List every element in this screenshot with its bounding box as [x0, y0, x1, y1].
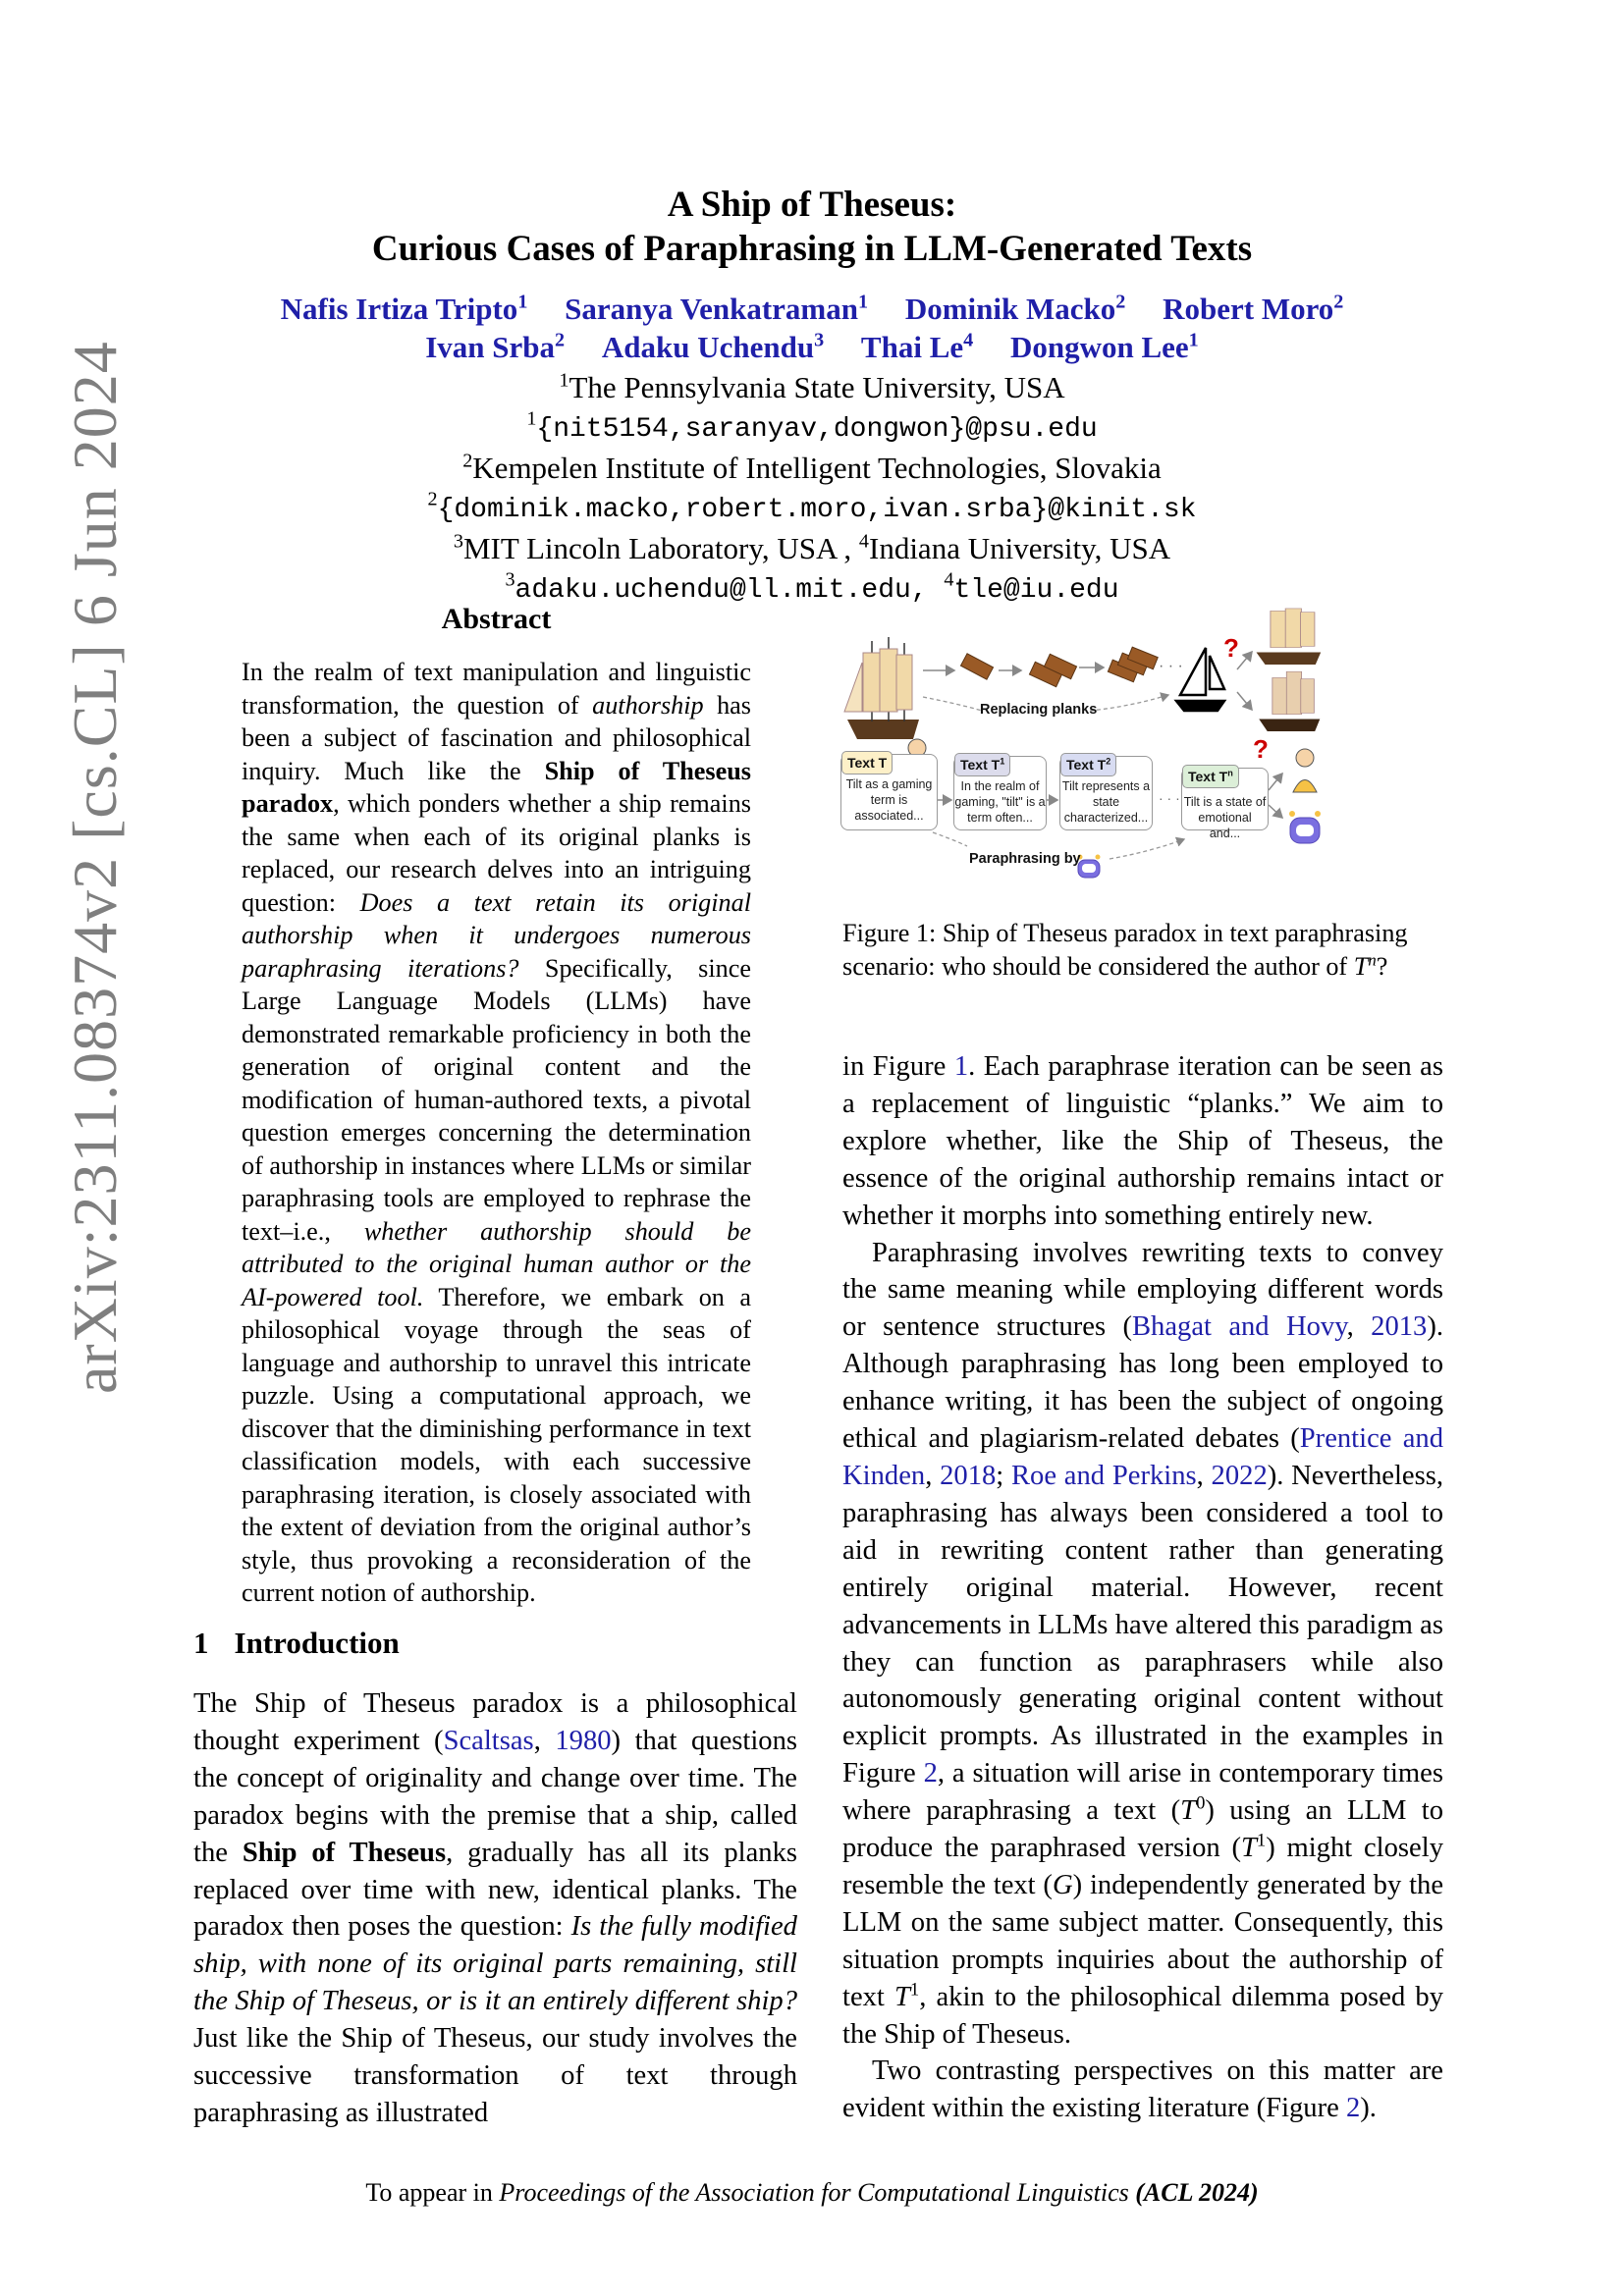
figure-1-caption: Figure 1: Ship of Theseus paradox in text paraphrasing scenario: who should be considered the author of $T^n$? — [842, 919, 1408, 981]
section-number: 1 — [193, 1626, 209, 1660]
text-run: Two contrasting perspectives on this matter are evident within the existing literature (Figure — [842, 2056, 1443, 2124]
figure-illustration — [835, 589, 1453, 893]
paper-title — [0, 183, 1624, 271]
citation-link[interactable]: 2022 — [1211, 1460, 1268, 1491]
abstract-text — [242, 656, 751, 1610]
citation-link[interactable]: 1 — [953, 1051, 969, 1082]
text-box-label: Text T — [841, 751, 893, 774]
text-run: In the realm of text manipulation and linguistic transformation, the question of — [242, 658, 751, 720]
section-title: Introduction — [234, 1626, 400, 1660]
original-ship-icon — [844, 637, 919, 739]
text-run: , which ponders whether a ship remains the same when each of its original planks is replaced, our research delves into an intriguing question: — [242, 789, 751, 917]
plank-icon — [960, 647, 1158, 686]
text-run: , — [1346, 1311, 1372, 1343]
email-2: $^2${dominik.macko,robert.moro,ivan.srba}@kinit.sk — [427, 488, 1197, 525]
arxiv-identifier-stamp: arXiv:2311.08374v2 [cs.CL] 6 Jun 2024 — [60, 341, 130, 1394]
affiliation-3-4: $^3$MIT Lincoln Laboratory, USA , $^4$Indiana University, USA — [453, 530, 1171, 565]
intro-paragraph-1 — [193, 1685, 797, 2132]
svg-text:· · ·: · · · — [1159, 790, 1180, 806]
ship-outcome-1-icon — [1257, 609, 1322, 665]
paraphrasing-by-label: Paraphrasing by — [969, 851, 1081, 867]
text-run: 0 — [1196, 1792, 1206, 1814]
text-box-paraphrase-1: Text $T^1$ In the realm of gaming, "tilt" is a term often... — [953, 756, 1047, 830]
citation-link[interactable]: Prentice and Kinden — [842, 1423, 1443, 1491]
author: Adaku Uchendu$^3$ — [601, 329, 825, 364]
citation-link[interactable]: Bhagat and Hovy — [1131, 1311, 1347, 1343]
text-run: T — [1180, 1795, 1197, 1827]
text-run: 1 — [1256, 1830, 1267, 1851]
author: Dongwon Lee$^1$ — [1009, 329, 1199, 364]
affiliation-2: $^2$Kempelen Institute of Intelligent Technologies, Slovakia — [462, 450, 1162, 485]
citation-link[interactable]: 2013 — [1371, 1311, 1428, 1343]
abstract-heading: Abstract — [441, 603, 552, 635]
text-run: ). Although paraphrasing has long been employed to enhance writing, it has been the subject of ongoing ethical and plagiarism-related debates ( — [842, 1311, 1443, 1455]
author: Thai Le$^4$ — [860, 329, 974, 364]
text-run: Specifically, since Large Language Models (LLMs) have demonstrated remarkable proficiency in both the generation of original content and the modification of human-authored texts, a pivotal question emerges concerning the determination of authorship in instances where LLMs or similar paraphrasing tools are employed to rephrase the text–i.e., — [242, 953, 751, 1246]
text-run: , — [925, 1460, 941, 1491]
text-run: ; — [996, 1460, 1011, 1491]
citation-link[interactable]: Roe and Perkins — [1010, 1460, 1197, 1491]
text-run: Just like the Ship of Theseus, our study involves the successive transformation of text through paraphrasing as illustrated — [193, 2023, 797, 2128]
replacing-planks-label: Replacing planks — [980, 702, 1098, 718]
author: Saranya Venkatraman$^1$ — [565, 291, 869, 326]
text-run: Ship of Theseus paradox — [242, 756, 751, 818]
author: Nafis Irtiza Tripto$^1$ — [280, 291, 528, 326]
author-list — [0, 290, 1624, 366]
citation-link[interactable]: 2018 — [940, 1460, 997, 1491]
section-heading-introduction — [193, 1626, 797, 1661]
text-run: Does a text retain its original authorship when it undergoes numerous paraphrasing iterations? — [242, 887, 751, 983]
question-mark-icon: ? — [1223, 633, 1239, 663]
text-run: 1 — [909, 1979, 920, 2001]
robot-ai-icon — [1289, 811, 1321, 843]
text-run: T — [1240, 1833, 1257, 1864]
author: Ivan Srba$^2$ — [425, 329, 566, 364]
human-author-icon — [1293, 749, 1317, 792]
text-run: . Each paraphrase iteration can be seen as a replacement of linguistic “planks.” We aim to explore whether, like the Ship of Theseus, the essence of the original authorship remains intact or whether it morphs into something entirely new. — [842, 1051, 1443, 1231]
email-3-4: $^3$adaku.uchendu@ll.mit.edu, $^4$tle@iu.edu — [505, 568, 1119, 606]
text-box-paraphrase-2: Text $T^2$ Tilt represents a state characterized... — [1059, 756, 1153, 830]
question-mark-icon: ? — [1253, 734, 1269, 764]
text-box-paraphrase-n: Text $T^n$ Tilt is a state of emotional and... — [1181, 768, 1269, 830]
text-run: , akin to the philosophical dilemma posed by the Ship of Theseus. — [842, 1981, 1443, 2050]
figure-1 — [835, 589, 1453, 893]
text-run: ) using an LLM to produce the paraphrased version ( — [842, 1795, 1443, 1864]
text-box-original: Text T Tilt as a gaming term is associated... — [840, 754, 938, 830]
sailboat-icon — [1176, 648, 1224, 711]
text-run: ) might closely resemble the text ( — [842, 1833, 1443, 1900]
text-run: ) that questions the concept of originality and change over time. The paradox begins with the premise that a ship, called the — [193, 1725, 798, 1868]
citation-link[interactable]: Scaltsas — [443, 1725, 534, 1756]
citation-link[interactable]: 2 — [923, 1758, 938, 1789]
text-run: ). Nevertheless, paraphrasing has always been considered a tool to aid in rewriting content rather than generating entirely original material. However, recent advancements in LLMs have altered this paradigm as they can function as paraphrasers while also autonomously generating original content without explicit prompts. As illustrated in the examples in Figure — [842, 1460, 1443, 1789]
venue-footer: To appear in Proceedings of the Association for Computational Linguistics (ACL 2024) — [365, 2178, 1259, 2207]
text-box-label: Text $T^1$ — [954, 753, 1010, 776]
text-run: Is the fully modified ship, with none of its original parts remaining, still the Ship of Theseus, or is it an entirely different ship? — [193, 1911, 797, 2017]
email-1: $^1${nit5154,saranyav,dongwon}@psu.edu — [526, 407, 1098, 445]
text-run: , — [1196, 1460, 1212, 1491]
text-box-label: Text $T^n$ — [1182, 765, 1239, 788]
text-run: authorship — [592, 690, 704, 720]
author-row-2 — [0, 328, 1624, 366]
text-run: ). — [1360, 2093, 1377, 2124]
text-run: T — [894, 1981, 910, 2012]
svg-text:· · ·: · · · — [1159, 658, 1183, 674]
citation-link[interactable]: 2 — [1345, 2093, 1361, 2124]
ship-outcome-2-icon — [1259, 671, 1320, 731]
affiliation-1: $^1$The Pennsylvania State University, USA — [559, 369, 1065, 404]
text-run: , — [533, 1725, 556, 1756]
text-run: has been a subject of fascination and philosophical inquiry. Much like the — [242, 690, 751, 785]
text-run: Paraphrasing involves rewriting texts to convey the same meaning while employing different words or sentence structures ( — [842, 1237, 1443, 1343]
text-run: ) independently generated by the LLM on the same subject matter. Consequently, this situation prompts inquiries about the authorship of text — [842, 1869, 1444, 2012]
text-run: Therefore, we embark on a philosophical voyage through the seas of language and authorship to unravel this intricate puzzle. Using a computational approach, we discover that the diminishing performance in text classification models, with each successive paraphrasing iteration, is closely associated with the extent of deviation from the original author’s style, thus provoking a reconsideration of the current notion of authorship. — [242, 1282, 751, 1607]
title-line-2: Curious Cases of Paraphrasing in LLM-Generated Texts — [371, 229, 1253, 269]
text-run: G — [1052, 1869, 1073, 1900]
intro-right-column — [842, 1048, 1443, 2127]
text-run: , gradually has all its planks replaced over time with new, identical planks. The paradox then poses the question: — [193, 1837, 797, 1943]
text-run: The Ship of Theseus paradox is a philosophical thought experiment ( — [193, 1688, 797, 1756]
intro-paragraph-3 — [842, 2053, 1443, 2127]
text-run: in Figure — [842, 1051, 954, 1082]
intro-paragraph-2 — [842, 1235, 1443, 2054]
intro-paragraph-1-continued — [842, 1048, 1443, 1235]
author-row-1 — [0, 290, 1624, 328]
affiliations — [0, 368, 1624, 610]
text-run: Ship of Theseus — [242, 1837, 447, 1868]
citation-link[interactable]: 1980 — [555, 1725, 612, 1756]
title-line-1: A Ship of Theseus: — [667, 185, 957, 225]
robot-ai-icon — [1078, 855, 1101, 879]
text-run: whether authorship should be attributed to the original human author or the AI-powered tool. — [242, 1216, 751, 1311]
author: Robert Moro$^2$ — [1163, 291, 1344, 326]
author: Dominik Macko$^2$ — [904, 291, 1126, 326]
text-box-label: Text $T^2$ — [1060, 753, 1116, 776]
text-run: , a situation will arise in contemporary times where paraphrasing a text ( — [842, 1758, 1443, 1827]
